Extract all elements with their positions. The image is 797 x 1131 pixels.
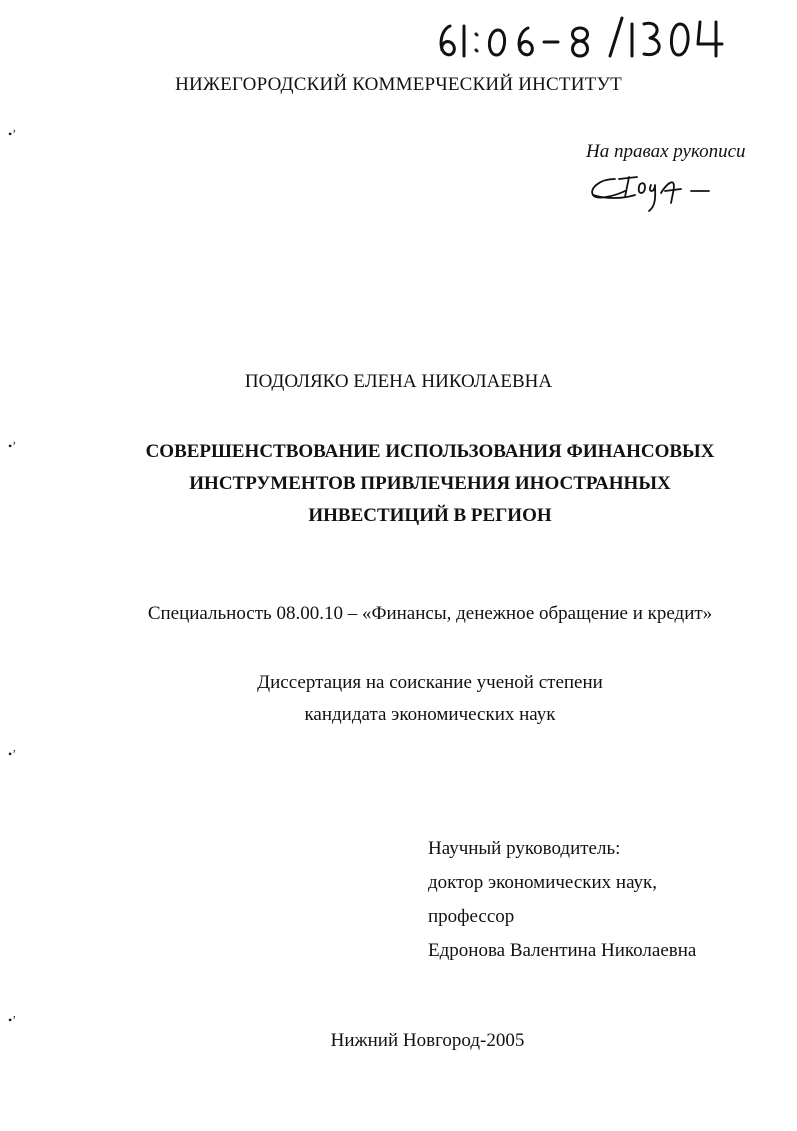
specialty-line: Специальность 08.00.10 – «Финансы, денежное обращение и кредит»	[147, 603, 713, 624]
scan-speck: •ʼ	[8, 127, 17, 141]
scan-speck: •ʼ	[8, 1013, 17, 1027]
supervisor-name: Едронова Валентина Николаевна	[428, 940, 697, 961]
signature-ink	[585, 165, 715, 215]
scan-speck: •ʼ	[8, 439, 17, 453]
archive-number-handwritten	[432, 8, 732, 68]
institute-name: НИЖЕГОРОДСКИЙ КОММЕРЧЕСКИЙ ИНСТИТУТ	[175, 74, 622, 95]
scan-speck: •ʼ	[8, 747, 17, 761]
archive-number-ink	[432, 8, 732, 68]
supervisor-rank: профессор	[428, 906, 515, 927]
title-line: ИНСТРУМЕНТОВ ПРИВЛЕЧЕНИЯ ИНОСТРАННЫХ	[189, 473, 671, 494]
supervisor-degree: доктор экономических наук,	[428, 872, 658, 893]
supervisor-block	[428, 832, 696, 968]
degree-line-1: Диссертация на соискание ученой степени	[257, 672, 603, 693]
title-line: ИНВЕСТИЦИЙ В РЕГИОН	[308, 505, 552, 526]
title-line: СОВЕРШЕНСТВОВАНИЕ ИСПОЛЬЗОВАНИЯ ФИНАНСОВЫХ	[145, 441, 715, 462]
dissertation-title	[100, 436, 760, 532]
city-year: Нижний Новгород-2005	[330, 1030, 525, 1051]
author-name: ПОДОЛЯКО ЕЛЕНА НИКОЛАЕВНА	[244, 371, 553, 392]
author-signature	[585, 165, 715, 215]
manuscript-rights-note: На правах рукописи	[586, 141, 746, 162]
degree-statement	[0, 667, 797, 731]
degree-line-2: кандидата экономических наук	[304, 704, 556, 725]
supervisor-label: Научный руководитель:	[428, 838, 621, 859]
